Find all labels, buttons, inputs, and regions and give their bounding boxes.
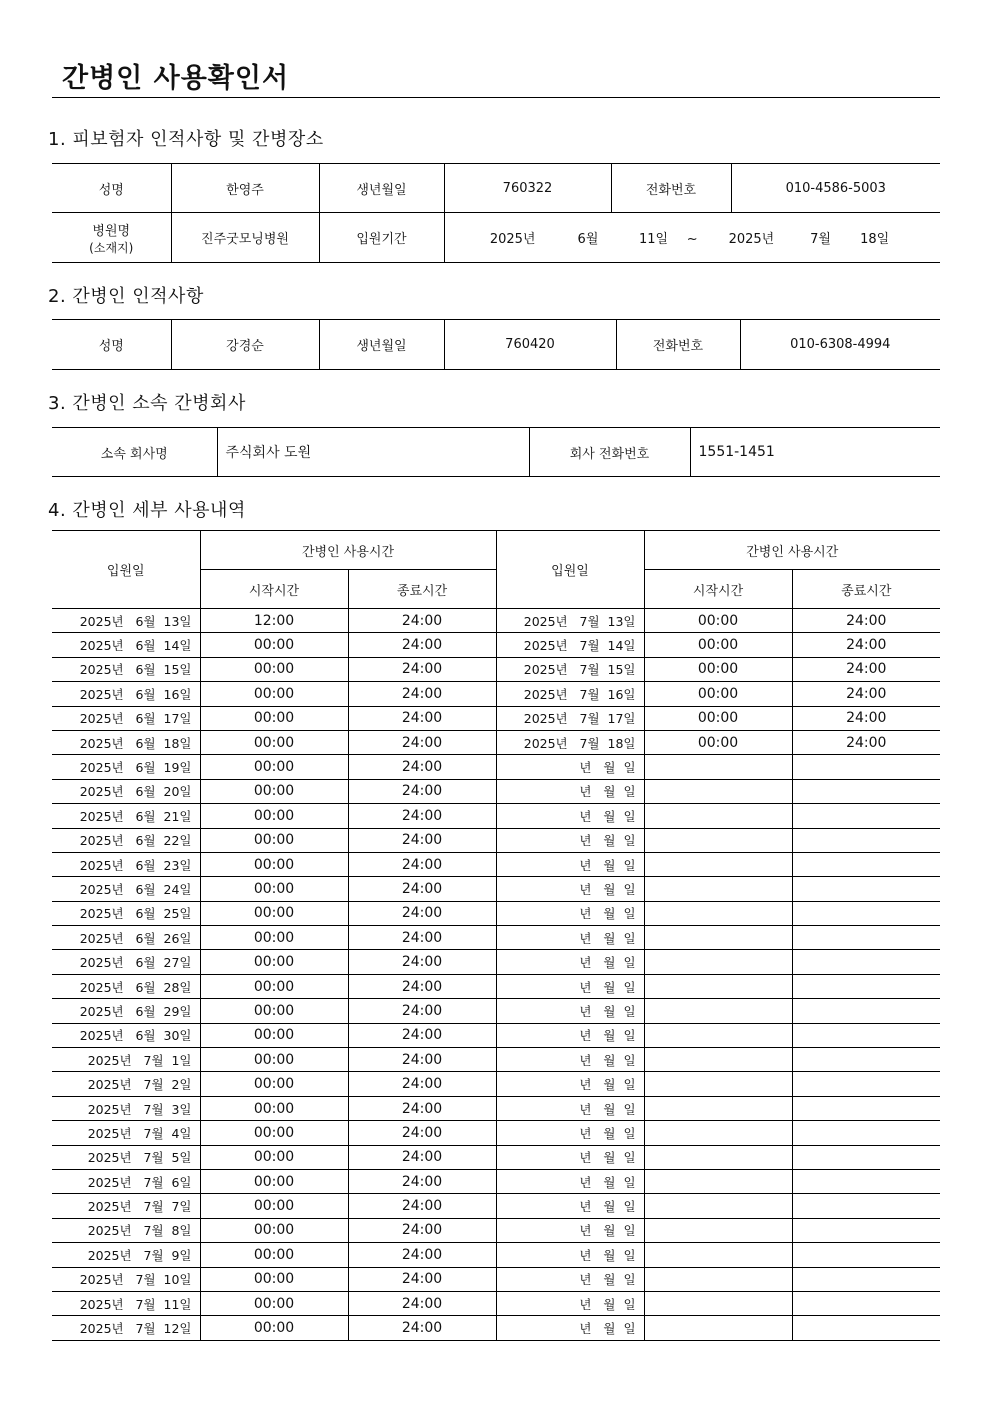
admission-period: [444, 213, 940, 263]
usage-row: [52, 730, 940, 754]
left-start-cell: 00:00: [200, 974, 348, 998]
left-date-cell: 2025년 7월 9일: [52, 1243, 200, 1267]
left-start-cell: 00:00: [200, 1121, 348, 1145]
right-start-cell: 00:00: [644, 682, 792, 706]
right-start-cell: 00:00: [644, 657, 792, 681]
left-start-cell: 00:00: [200, 1048, 348, 1072]
hospital-label: [52, 213, 171, 263]
left-start-cell: 00:00: [200, 657, 348, 681]
period-end-day: 18일: [860, 232, 890, 247]
left-end-cell: 24:00: [348, 730, 496, 754]
right-end-cell: 24:00: [792, 706, 940, 730]
right-end-cell: [792, 926, 940, 950]
usage-row: [52, 950, 940, 974]
right-start-cell: 00:00: [644, 609, 792, 633]
caregiver-birth-label: 생년월일: [319, 320, 444, 370]
usage-row: [52, 926, 940, 950]
left-start-cell: 00:00: [200, 755, 348, 779]
usage-row: [52, 852, 940, 876]
left-date-cell: 2025년 7월 10일: [52, 1267, 200, 1291]
usage-row: [52, 1218, 940, 1242]
period-end-month: 7월: [810, 232, 831, 247]
right-end-cell: [792, 1145, 940, 1169]
right-end-cell: 24:00: [792, 682, 940, 706]
left-date-cell: 2025년 6월 22일: [52, 828, 200, 852]
usage-row: [52, 657, 940, 681]
right-start-cell: [644, 1267, 792, 1291]
right-start-cell: 00:00: [644, 633, 792, 657]
right-date-cell: 년 월 일: [496, 926, 644, 950]
left-date-cell: 2025년 6월 25일: [52, 901, 200, 925]
usage-row: [52, 1194, 940, 1218]
left-start-cell: 00:00: [200, 877, 348, 901]
usage-detail-table: [52, 530, 940, 1341]
left-date-cell: 2025년 6월 20일: [52, 779, 200, 803]
right-date-cell: 2025년 7월 13일: [496, 609, 644, 633]
insured-phone-label: 전화번호: [611, 164, 731, 213]
left-date-cell: 2025년 6월 13일: [52, 609, 200, 633]
left-end-cell: 24:00: [348, 1169, 496, 1193]
right-date-header: 입원일: [496, 531, 644, 609]
right-end-cell: [792, 974, 940, 998]
left-end-header: 종료시간: [348, 570, 496, 609]
left-end-cell: 24:00: [348, 1267, 496, 1291]
company-phone: 1551-1451: [690, 428, 940, 477]
left-start-cell: 00:00: [200, 1267, 348, 1291]
right-end-cell: [792, 804, 940, 828]
right-start-cell: [644, 950, 792, 974]
right-start-cell: 00:00: [644, 706, 792, 730]
period-end-year: 2025년: [728, 232, 775, 247]
left-usage-time-header: 간병인 사용시간: [200, 531, 496, 570]
insured-info-table: [52, 163, 940, 263]
left-end-cell: 24:00: [348, 706, 496, 730]
left-end-cell: 24:00: [348, 1243, 496, 1267]
left-end-cell: 24:00: [348, 804, 496, 828]
right-end-cell: [792, 1291, 940, 1315]
usage-row: [52, 1072, 940, 1096]
usage-row: [52, 901, 940, 925]
section3-heading: 3. 간병인 소속 간병회사: [48, 393, 246, 414]
right-end-cell: [792, 755, 940, 779]
company-name: 주식회사 도원: [217, 428, 529, 477]
right-start-cell: [644, 1243, 792, 1267]
right-date-cell: 년 월 일: [496, 852, 644, 876]
left-start-cell: 00:00: [200, 926, 348, 950]
right-end-cell: [792, 1023, 940, 1047]
right-date-cell: 년 월 일: [496, 999, 644, 1023]
left-start-cell: 00:00: [200, 1169, 348, 1193]
right-date-cell: 2025년 7월 18일: [496, 730, 644, 754]
caregiver-info-table: [52, 319, 940, 370]
right-end-cell: [792, 828, 940, 852]
usage-row: [52, 1169, 940, 1193]
usage-row: [52, 1048, 940, 1072]
right-start-cell: 00:00: [644, 730, 792, 754]
left-date-cell: 2025년 6월 30일: [52, 1023, 200, 1047]
left-end-cell: 24:00: [348, 926, 496, 950]
right-start-cell: [644, 1096, 792, 1120]
left-end-cell: 24:00: [348, 999, 496, 1023]
right-start-cell: [644, 804, 792, 828]
document-title: 간병인 사용확인서: [62, 63, 290, 94]
right-date-cell: 년 월 일: [496, 828, 644, 852]
left-date-header: 입원일: [52, 531, 200, 609]
right-date-cell: 년 월 일: [496, 1121, 644, 1145]
period-label: 입원기간: [319, 213, 444, 263]
right-date-cell: 년 월 일: [496, 1096, 644, 1120]
left-end-cell: 24:00: [348, 682, 496, 706]
right-start-cell: [644, 1121, 792, 1145]
left-end-cell: 24:00: [348, 1291, 496, 1315]
right-start-cell: [644, 1048, 792, 1072]
left-start-cell: 00:00: [200, 901, 348, 925]
company-name-label: 소속 회사명: [52, 428, 217, 477]
insured-name: 한영주: [171, 164, 319, 213]
usage-row: [52, 633, 940, 657]
right-start-cell: [644, 1023, 792, 1047]
right-date-cell: 년 월 일: [496, 1243, 644, 1267]
usage-row: [52, 999, 940, 1023]
right-start-cell: [644, 1194, 792, 1218]
left-end-cell: 24:00: [348, 609, 496, 633]
right-start-header: 시작시간: [644, 570, 792, 609]
right-date-cell: 년 월 일: [496, 1291, 644, 1315]
left-start-cell: 00:00: [200, 852, 348, 876]
right-date-cell: 년 월 일: [496, 1169, 644, 1193]
left-start-cell: 00:00: [200, 706, 348, 730]
left-date-cell: 2025년 6월 28일: [52, 974, 200, 998]
left-start-cell: 00:00: [200, 1072, 348, 1096]
left-start-cell: 00:00: [200, 1316, 348, 1340]
right-end-cell: 24:00: [792, 633, 940, 657]
right-start-cell: [644, 974, 792, 998]
right-date-cell: 2025년 7월 16일: [496, 682, 644, 706]
left-end-cell: 24:00: [348, 1145, 496, 1169]
right-end-cell: [792, 877, 940, 901]
usage-row: [52, 706, 940, 730]
left-date-cell: 2025년 6월 26일: [52, 926, 200, 950]
left-start-cell: 00:00: [200, 950, 348, 974]
right-date-cell: 년 월 일: [496, 779, 644, 803]
left-start-cell: 00:00: [200, 682, 348, 706]
usage-row: [52, 682, 940, 706]
left-end-cell: 24:00: [348, 974, 496, 998]
usage-row: [52, 974, 940, 998]
left-end-cell: 24:00: [348, 1023, 496, 1047]
right-start-cell: [644, 1169, 792, 1193]
company-phone-label: 회사 전화번호: [529, 428, 690, 477]
left-end-cell: 24:00: [348, 779, 496, 803]
caregiver-phone: 010-6308-4994: [740, 320, 940, 370]
left-end-cell: 24:00: [348, 755, 496, 779]
left-end-cell: 24:00: [348, 828, 496, 852]
left-end-cell: 24:00: [348, 657, 496, 681]
right-start-cell: [644, 1072, 792, 1096]
left-end-cell: 24:00: [348, 1218, 496, 1242]
usage-row: [52, 1145, 940, 1169]
right-end-cell: [792, 1243, 940, 1267]
company-info-table: [52, 427, 940, 477]
right-start-cell: [644, 1291, 792, 1315]
left-date-cell: 2025년 6월 24일: [52, 877, 200, 901]
right-date-cell: 년 월 일: [496, 1048, 644, 1072]
usage-row: [52, 828, 940, 852]
period-start-day: 11일: [639, 232, 669, 247]
insured-birth: 760322: [444, 164, 611, 213]
right-end-cell: 24:00: [792, 730, 940, 754]
usage-row: [52, 1023, 940, 1047]
left-date-cell: 2025년 7월 8일: [52, 1218, 200, 1242]
usage-row: [52, 755, 940, 779]
left-date-cell: 2025년 7월 5일: [52, 1145, 200, 1169]
right-end-header: 종료시간: [792, 570, 940, 609]
right-end-cell: [792, 950, 940, 974]
left-date-cell: 2025년 6월 19일: [52, 755, 200, 779]
right-date-cell: 년 월 일: [496, 974, 644, 998]
right-start-cell: [644, 755, 792, 779]
right-end-cell: [792, 1218, 940, 1242]
left-date-cell: 2025년 6월 17일: [52, 706, 200, 730]
caregiver-birth: 760420: [444, 320, 616, 370]
right-end-cell: [792, 901, 940, 925]
section2-heading: 2. 간병인 인적사항: [48, 286, 204, 307]
right-end-cell: [792, 999, 940, 1023]
right-date-cell: 2025년 7월 15일: [496, 657, 644, 681]
right-date-cell: 년 월 일: [496, 1194, 644, 1218]
left-date-cell: 2025년 6월 16일: [52, 682, 200, 706]
right-date-cell: 2025년 7월 17일: [496, 706, 644, 730]
right-start-cell: [644, 828, 792, 852]
left-end-cell: 24:00: [348, 1072, 496, 1096]
right-start-cell: [644, 852, 792, 876]
right-date-cell: 년 월 일: [496, 1316, 644, 1340]
left-date-cell: 2025년 6월 27일: [52, 950, 200, 974]
right-start-cell: [644, 877, 792, 901]
right-end-cell: [792, 1048, 940, 1072]
left-date-cell: 2025년 7월 3일: [52, 1096, 200, 1120]
left-date-cell: 2025년 7월 11일: [52, 1291, 200, 1315]
caregiver-name: 강경순: [171, 320, 319, 370]
usage-row: [52, 779, 940, 803]
right-end-cell: [792, 1121, 940, 1145]
left-start-cell: 00:00: [200, 828, 348, 852]
left-end-cell: 24:00: [348, 950, 496, 974]
right-end-cell: [792, 852, 940, 876]
section1-heading: 1. 피보험자 인적사항 및 간병장소: [48, 129, 324, 150]
left-start-cell: 00:00: [200, 1243, 348, 1267]
right-end-cell: [792, 1267, 940, 1291]
left-end-cell: 24:00: [348, 877, 496, 901]
usage-row: [52, 1267, 940, 1291]
right-end-cell: [792, 1169, 940, 1193]
usage-row: [52, 1243, 940, 1267]
right-end-cell: [792, 1072, 940, 1096]
right-date-cell: 년 월 일: [496, 1072, 644, 1096]
right-start-cell: [644, 926, 792, 950]
right-end-cell: [792, 1316, 940, 1340]
left-start-cell: 00:00: [200, 1194, 348, 1218]
period-start-year: 2025년: [489, 232, 536, 247]
right-start-cell: [644, 1316, 792, 1340]
left-date-cell: 2025년 6월 29일: [52, 999, 200, 1023]
left-end-cell: 24:00: [348, 1194, 496, 1218]
left-date-cell: 2025년 6월 18일: [52, 730, 200, 754]
right-date-cell: 년 월 일: [496, 1218, 644, 1242]
left-date-cell: 2025년 6월 23일: [52, 852, 200, 876]
left-start-cell: 00:00: [200, 633, 348, 657]
hospital-name: 진주굿모닝병원: [171, 213, 319, 263]
left-date-cell: 2025년 7월 1일: [52, 1048, 200, 1072]
left-start-cell: 00:00: [200, 779, 348, 803]
left-end-cell: 24:00: [348, 1316, 496, 1340]
caregiver-phone-label: 전화번호: [616, 320, 740, 370]
usage-row: [52, 1121, 940, 1145]
left-start-cell: 00:00: [200, 1096, 348, 1120]
right-date-cell: 년 월 일: [496, 755, 644, 779]
right-start-cell: [644, 779, 792, 803]
right-usage-time-header: 간병인 사용시간: [644, 531, 940, 570]
insured-birth-label: 생년월일: [319, 164, 444, 213]
period-start-month: 6월: [577, 232, 599, 247]
right-date-cell: 년 월 일: [496, 877, 644, 901]
insured-name-label: 성명: [52, 164, 171, 213]
right-start-cell: [644, 999, 792, 1023]
left-date-cell: 2025년 7월 6일: [52, 1169, 200, 1193]
left-date-cell: 2025년 7월 7일: [52, 1194, 200, 1218]
left-date-cell: 2025년 6월 14일: [52, 633, 200, 657]
left-start-header: 시작시간: [200, 570, 348, 609]
usage-row: [52, 1291, 940, 1315]
right-date-cell: 년 월 일: [496, 901, 644, 925]
hospital-sublabel: (소재지): [89, 240, 134, 255]
usage-row: [52, 1316, 940, 1340]
right-end-cell: [792, 1096, 940, 1120]
left-start-cell: 00:00: [200, 1218, 348, 1242]
left-start-cell: 00:00: [200, 1023, 348, 1047]
left-start-cell: 00:00: [200, 730, 348, 754]
right-date-cell: 년 월 일: [496, 1267, 644, 1291]
left-end-cell: 24:00: [348, 1121, 496, 1145]
right-end-cell: [792, 779, 940, 803]
period-separator: ~: [686, 232, 698, 247]
left-start-cell: 00:00: [200, 999, 348, 1023]
left-date-cell: 2025년 7월 12일: [52, 1316, 200, 1340]
usage-row: [52, 609, 940, 633]
section4-heading: 4. 간병인 세부 사용내역: [48, 500, 246, 521]
caregiver-name-label: 성명: [52, 320, 171, 370]
left-start-cell: 00:00: [200, 804, 348, 828]
right-end-cell: [792, 1194, 940, 1218]
title-divider: [52, 97, 940, 98]
insured-phone: 010-4586-5003: [731, 164, 940, 213]
usage-row: [52, 804, 940, 828]
right-date-cell: 년 월 일: [496, 1023, 644, 1047]
right-end-cell: 24:00: [792, 657, 940, 681]
right-start-cell: [644, 901, 792, 925]
left-date-cell: 2025년 6월 15일: [52, 657, 200, 681]
left-end-cell: 24:00: [348, 852, 496, 876]
left-end-cell: 24:00: [348, 901, 496, 925]
usage-detail-body: [52, 609, 940, 1341]
right-date-cell: 년 월 일: [496, 804, 644, 828]
right-start-cell: [644, 1218, 792, 1242]
left-date-cell: 2025년 6월 21일: [52, 804, 200, 828]
left-date-cell: 2025년 7월 4일: [52, 1121, 200, 1145]
hospital-label-text: 병원명: [92, 223, 131, 239]
right-date-cell: 년 월 일: [496, 950, 644, 974]
left-start-cell: 00:00: [200, 1145, 348, 1169]
right-date-cell: 년 월 일: [496, 1145, 644, 1169]
left-end-cell: 24:00: [348, 633, 496, 657]
left-end-cell: 24:00: [348, 1048, 496, 1072]
left-date-cell: 2025년 7월 2일: [52, 1072, 200, 1096]
right-end-cell: 24:00: [792, 609, 940, 633]
left-start-cell: 12:00: [200, 609, 348, 633]
usage-row: [52, 1096, 940, 1120]
right-date-cell: 2025년 7월 14일: [496, 633, 644, 657]
right-start-cell: [644, 1145, 792, 1169]
left-start-cell: 00:00: [200, 1291, 348, 1315]
usage-row: [52, 877, 940, 901]
left-end-cell: 24:00: [348, 1096, 496, 1120]
